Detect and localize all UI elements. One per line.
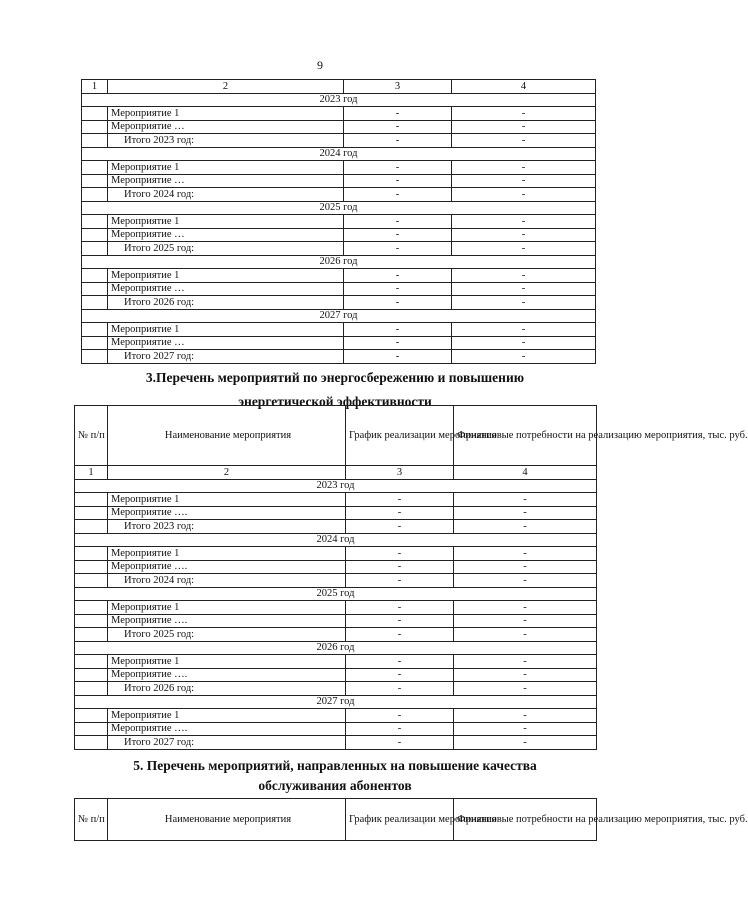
total-row xyxy=(75,682,597,696)
header-name: Наименование мероприятия xyxy=(108,406,346,466)
row-number-cell xyxy=(82,242,108,256)
finance-cell: - xyxy=(454,547,597,561)
year-row xyxy=(75,587,597,601)
year-row xyxy=(82,147,596,161)
schedule-cell: - xyxy=(346,722,454,736)
event-row xyxy=(82,269,596,283)
total-row xyxy=(75,736,597,750)
event-name: Мероприятие 1 xyxy=(108,107,344,121)
event-row xyxy=(82,323,596,337)
event-row xyxy=(82,215,596,229)
continued-table-body xyxy=(82,80,596,364)
year-row xyxy=(75,695,597,709)
finance-cell: - xyxy=(454,574,597,588)
year-row xyxy=(75,533,597,547)
row-number-cell xyxy=(82,282,108,296)
finance-cell: - xyxy=(452,282,596,296)
column-number: 4 xyxy=(454,466,597,480)
row-number-cell xyxy=(75,736,108,750)
total-row xyxy=(82,296,596,310)
header-finance: Финансовые потребности на реализацию мероприятия, тыс. руб. xyxy=(454,406,597,466)
row-number-cell xyxy=(82,228,108,242)
event-name: Мероприятие 1 xyxy=(108,269,344,283)
row-number-cell xyxy=(75,574,108,588)
total-label: Итого 2025 год: xyxy=(108,242,344,256)
event-row xyxy=(82,336,596,350)
section5-title-line2: обслуживания абонентов xyxy=(258,778,412,794)
schedule-cell: - xyxy=(346,547,454,561)
section5-title-line1: 5. Перечень мероприятий, направленных на повышение качества xyxy=(133,758,537,773)
total-row xyxy=(75,520,597,534)
schedule-cell: - xyxy=(346,560,454,574)
event-name: Мероприятие …. xyxy=(108,722,346,736)
total-label: Итого 2023 год: xyxy=(108,520,346,534)
schedule-cell: - xyxy=(344,215,452,229)
schedule-cell: - xyxy=(346,601,454,615)
event-name: Мероприятие 1 xyxy=(108,709,346,723)
row-number-cell xyxy=(75,520,108,534)
schedule-cell: - xyxy=(346,506,454,520)
header-number: № п/п xyxy=(75,799,108,841)
event-row xyxy=(75,560,597,574)
finance-cell: - xyxy=(452,323,596,337)
event-name: Мероприятие 1 xyxy=(108,601,346,615)
event-name: Мероприятие … xyxy=(108,228,344,242)
finance-cell: - xyxy=(452,296,596,310)
header-schedule: График реализации мероприятия xyxy=(346,406,454,466)
event-row xyxy=(75,506,597,520)
event-name: Мероприятие … xyxy=(108,174,344,188)
finance-cell: - xyxy=(452,215,596,229)
schedule-cell: - xyxy=(344,242,452,256)
year-heading: 2023 год xyxy=(82,93,596,107)
row-number-cell xyxy=(82,134,108,148)
finance-cell: - xyxy=(452,120,596,134)
year-row xyxy=(75,641,597,655)
year-row xyxy=(75,479,597,493)
event-row xyxy=(75,655,597,669)
event-row xyxy=(75,722,597,736)
total-row xyxy=(82,242,596,256)
row-number-cell xyxy=(82,350,108,364)
schedule-cell: - xyxy=(346,493,454,507)
column-number-row xyxy=(75,466,597,480)
column-number-row xyxy=(82,80,596,94)
schedule-cell: - xyxy=(344,336,452,350)
finance-cell: - xyxy=(452,107,596,121)
column-number: 2 xyxy=(108,80,344,94)
row-number-cell xyxy=(75,614,108,628)
column-number: 1 xyxy=(75,466,108,480)
schedule-cell: - xyxy=(346,709,454,723)
event-name: Мероприятие 1 xyxy=(108,161,344,175)
schedule-cell: - xyxy=(344,282,452,296)
finance-cell: - xyxy=(454,709,597,723)
total-label: Итого 2023 год: xyxy=(108,134,344,148)
event-row xyxy=(82,228,596,242)
finance-cell: - xyxy=(454,614,597,628)
finance-cell: - xyxy=(454,736,597,750)
schedule-cell: - xyxy=(344,228,452,242)
schedule-cell: - xyxy=(344,107,452,121)
schedule-cell: - xyxy=(344,323,452,337)
event-row xyxy=(75,601,597,615)
finance-cell: - xyxy=(454,628,597,642)
event-name: Мероприятие …. xyxy=(108,506,346,520)
row-number-cell xyxy=(75,655,108,669)
row-number-cell xyxy=(75,601,108,615)
event-name: Мероприятие 1 xyxy=(108,215,344,229)
event-name: Мероприятие …. xyxy=(108,560,346,574)
total-row xyxy=(82,350,596,364)
row-number-cell xyxy=(82,336,108,350)
energy-saving-table xyxy=(74,405,748,750)
finance-cell: - xyxy=(454,493,597,507)
year-row xyxy=(82,201,596,215)
event-name: Мероприятие 1 xyxy=(108,493,346,507)
section3-title-line2: энергетической эффективности xyxy=(238,394,432,410)
schedule-cell: - xyxy=(344,161,452,175)
header-number: № п/п xyxy=(75,406,108,466)
row-number-cell xyxy=(75,709,108,723)
total-row xyxy=(82,134,596,148)
row-number-cell xyxy=(75,682,108,696)
row-number-cell xyxy=(82,188,108,202)
year-heading: 2023 год xyxy=(75,479,597,493)
row-number-cell xyxy=(82,107,108,121)
row-number-cell xyxy=(75,722,108,736)
finance-cell: - xyxy=(454,601,597,615)
row-number-cell xyxy=(75,493,108,507)
finance-cell: - xyxy=(452,161,596,175)
finance-cell: - xyxy=(452,242,596,256)
event-row xyxy=(82,161,596,175)
finance-cell: - xyxy=(454,655,597,669)
event-row xyxy=(82,282,596,296)
event-row xyxy=(82,120,596,134)
total-label: Итого 2027 год: xyxy=(108,350,344,364)
schedule-cell: - xyxy=(346,668,454,682)
column-number: 2 xyxy=(108,466,346,480)
year-heading: 2024 год xyxy=(82,147,596,161)
row-number-cell xyxy=(82,296,108,310)
schedule-cell: - xyxy=(346,655,454,669)
finance-cell: - xyxy=(452,336,596,350)
year-heading: 2026 год xyxy=(82,255,596,269)
finance-cell: - xyxy=(452,134,596,148)
finance-cell: - xyxy=(454,668,597,682)
event-row xyxy=(75,614,597,628)
event-name: Мероприятие … xyxy=(108,120,344,134)
schedule-cell: - xyxy=(346,614,454,628)
column-number: 3 xyxy=(344,80,452,94)
row-number-cell xyxy=(75,547,108,561)
year-heading: 2027 год xyxy=(82,309,596,323)
event-row xyxy=(82,174,596,188)
row-number-cell xyxy=(75,560,108,574)
service-quality-table xyxy=(74,798,748,841)
row-number-cell xyxy=(82,215,108,229)
event-name: Мероприятие …. xyxy=(108,668,346,682)
event-row xyxy=(75,668,597,682)
year-heading: 2027 год xyxy=(75,695,597,709)
row-number-cell xyxy=(82,174,108,188)
event-row xyxy=(75,709,597,723)
year-heading: 2025 год xyxy=(75,587,597,601)
row-number-cell xyxy=(82,161,108,175)
schedule-cell: - xyxy=(344,120,452,134)
finance-cell: - xyxy=(454,560,597,574)
event-row xyxy=(75,547,597,561)
row-number-cell xyxy=(82,120,108,134)
event-name: Мероприятие … xyxy=(108,282,344,296)
schedule-cell: - xyxy=(344,350,452,364)
year-heading: 2024 год xyxy=(75,533,597,547)
total-label: Итого 2024 год: xyxy=(108,574,346,588)
row-number-cell xyxy=(75,668,108,682)
column-number: 3 xyxy=(346,466,454,480)
event-row xyxy=(82,107,596,121)
column-number: 1 xyxy=(82,80,108,94)
total-row xyxy=(75,628,597,642)
continued-events-table xyxy=(81,79,596,364)
finance-cell: - xyxy=(452,174,596,188)
row-number-cell xyxy=(75,506,108,520)
event-name: Мероприятие 1 xyxy=(108,323,344,337)
finance-cell: - xyxy=(452,188,596,202)
column-number: 4 xyxy=(452,80,596,94)
header-finance: Финансовые потребности на реализацию мероприятия, тыс. руб. xyxy=(454,799,597,841)
row-number-cell xyxy=(82,269,108,283)
finance-cell: - xyxy=(454,722,597,736)
event-name: Мероприятие 1 xyxy=(108,547,346,561)
finance-cell: - xyxy=(454,506,597,520)
year-heading: 2026 год xyxy=(75,641,597,655)
year-row xyxy=(82,255,596,269)
header-schedule: График реализации мероприятия xyxy=(346,799,454,841)
schedule-cell: - xyxy=(344,134,452,148)
schedule-cell: - xyxy=(346,520,454,534)
year-row xyxy=(82,309,596,323)
row-number-cell xyxy=(75,628,108,642)
schedule-cell: - xyxy=(346,628,454,642)
finance-cell: - xyxy=(452,269,596,283)
page-number: 9 xyxy=(317,58,323,72)
total-row xyxy=(75,574,597,588)
schedule-cell: - xyxy=(346,736,454,750)
header-name: Наименование мероприятия xyxy=(108,799,346,841)
total-label: Итого 2025 год: xyxy=(108,628,346,642)
schedule-cell: - xyxy=(344,188,452,202)
total-row xyxy=(82,188,596,202)
total-label: Итого 2026 год: xyxy=(108,296,344,310)
total-label: Итого 2026 год: xyxy=(108,682,346,696)
total-label: Итого 2024 год: xyxy=(108,188,344,202)
schedule-cell: - xyxy=(344,174,452,188)
section5-title xyxy=(80,756,590,797)
event-name: Мероприятие 1 xyxy=(108,655,346,669)
section3-title-line1: 3.Перечень мероприятий по энергосбережению и повышению xyxy=(145,370,525,385)
schedule-cell: - xyxy=(346,574,454,588)
schedule-cell: - xyxy=(344,269,452,283)
finance-cell: - xyxy=(454,682,597,696)
row-number-cell xyxy=(82,323,108,337)
event-row xyxy=(75,493,597,507)
year-row xyxy=(82,93,596,107)
total-label: Итого 2027 год: xyxy=(108,736,346,750)
schedule-cell: - xyxy=(344,296,452,310)
schedule-cell: - xyxy=(346,682,454,696)
event-name: Мероприятие … xyxy=(108,336,344,350)
year-heading: 2025 год xyxy=(82,201,596,215)
finance-cell: - xyxy=(452,350,596,364)
finance-cell: - xyxy=(454,520,597,534)
event-name: Мероприятие …. xyxy=(108,614,346,628)
finance-cell: - xyxy=(452,228,596,242)
energy-saving-table-body xyxy=(75,466,597,750)
